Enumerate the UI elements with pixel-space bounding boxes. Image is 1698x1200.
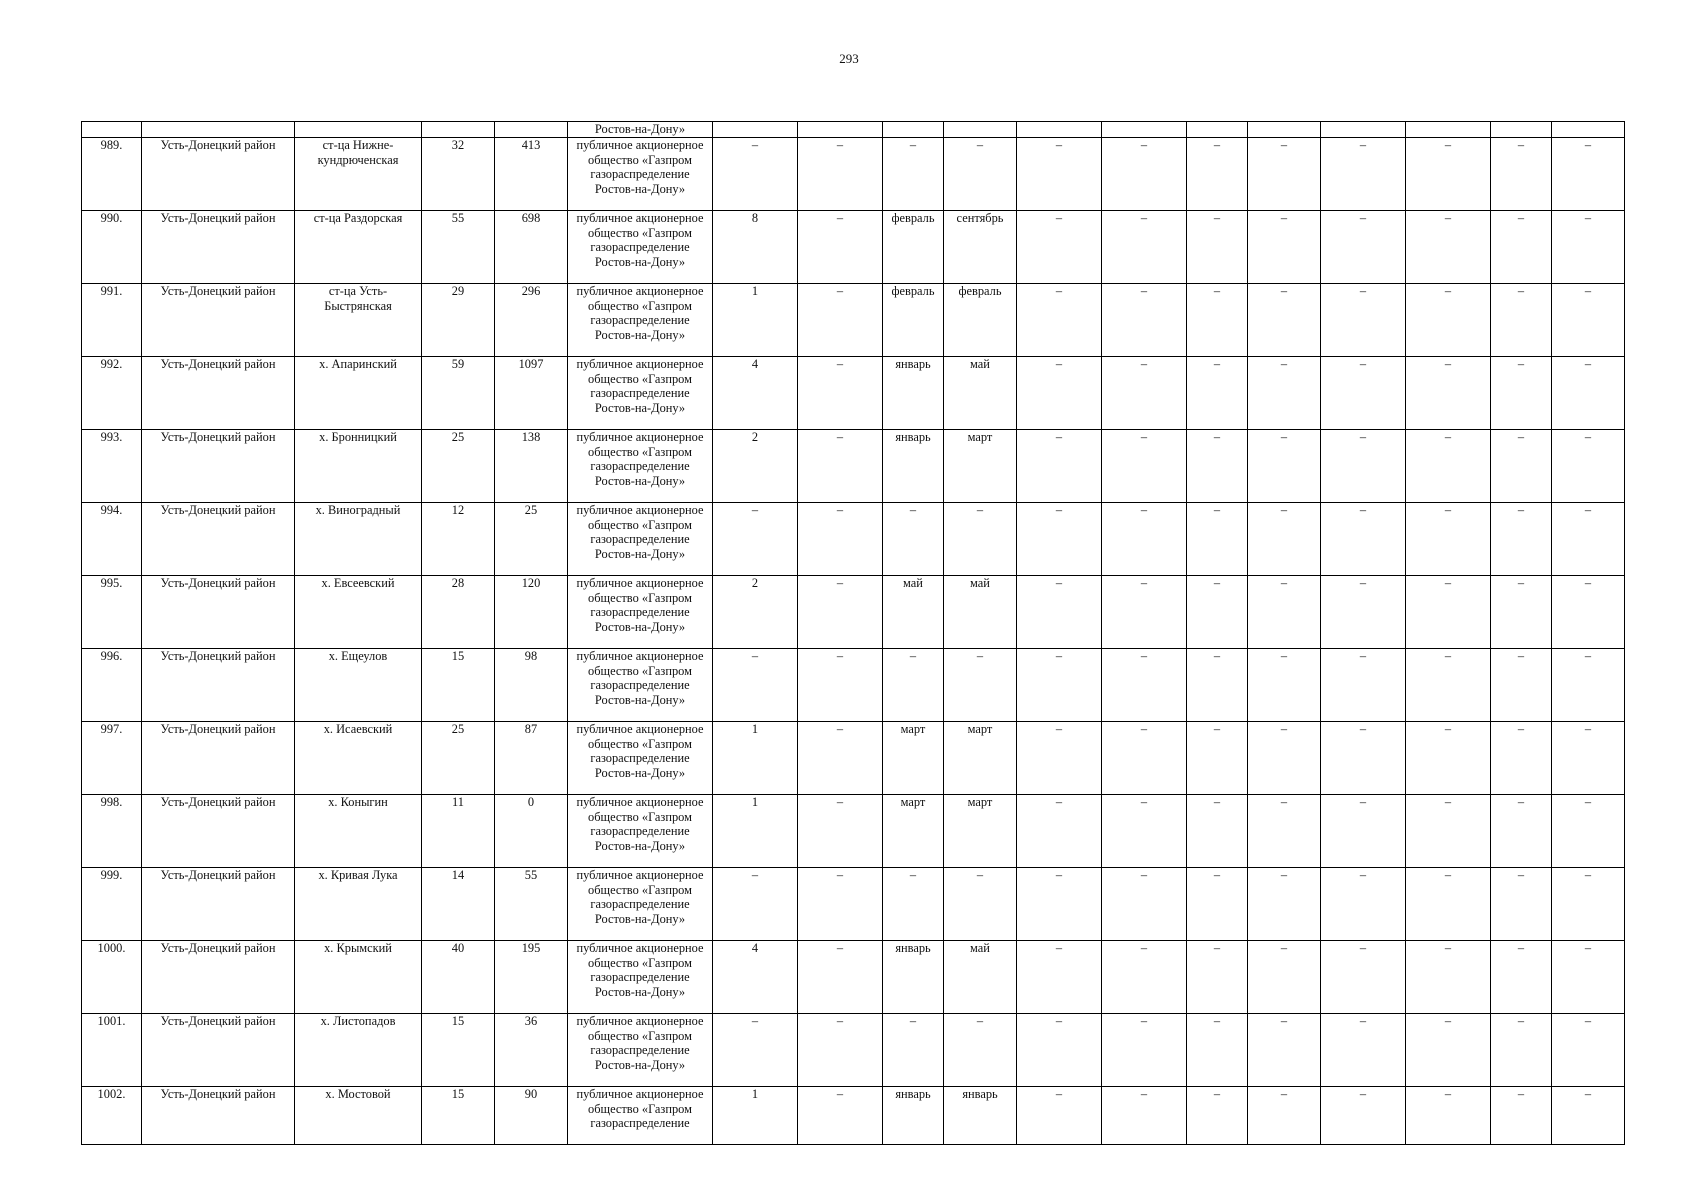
table-cell [142,122,295,138]
table-cell [1552,122,1625,138]
table-cell: – [1017,867,1102,940]
table-cell: – [1102,1013,1187,1086]
table-cell: май [944,940,1017,1013]
table-cell [713,122,798,138]
table-cell: – [798,648,883,721]
count-cell: 11 [422,794,495,867]
table-cell: – [1248,1013,1321,1086]
table-cell: – [1491,794,1552,867]
table-cell: – [1102,429,1187,502]
settlement-cell: х. Исаевский [295,721,422,794]
table-cell: – [1017,356,1102,429]
org-cell: публичное акционерное общество «Газпром газораспределение Ростов-на-Дону» [568,721,713,794]
table-cell [82,122,142,138]
table-cell: – [798,502,883,575]
row-number-cell: 990. [82,210,142,283]
table-cell: январь [883,356,944,429]
table-cell: – [1491,210,1552,283]
table-cell: – [1406,648,1491,721]
table-cell: – [1017,721,1102,794]
table-cell: – [1017,137,1102,210]
count-cell: 1097 [495,356,568,429]
table-cell: февраль [944,283,1017,356]
table-cell: – [798,940,883,1013]
table-cell: – [1102,137,1187,210]
table-cell: март [883,721,944,794]
table-cell [944,122,1017,138]
table-cell: – [1248,648,1321,721]
table-cell: – [1321,356,1406,429]
table-cell: январь [883,1086,944,1144]
table-cell: – [1187,721,1248,794]
table-row [82,502,1625,575]
table-cell: – [883,1013,944,1086]
table-cell: 4 [713,940,798,1013]
table-cell: – [1406,794,1491,867]
table-cell: – [883,648,944,721]
org-cell: публичное акционерное общество «Газпром газораспределение Ростов-на-Дону» [568,940,713,1013]
district-cell: Усть-Донецкий район [142,502,295,575]
table-row [82,137,1625,210]
table-row [82,794,1625,867]
table-cell: – [1187,1086,1248,1144]
table-cell: – [1102,210,1187,283]
table-cell: – [1248,356,1321,429]
org-cell: публичное акционерное общество «Газпром газораспределение Ростов-на-Дону» [568,867,713,940]
table-cell: – [1187,575,1248,648]
table-cell [1248,122,1321,138]
settlement-cell: х. Коныгин [295,794,422,867]
count-cell: 29 [422,283,495,356]
table-cell: – [1187,940,1248,1013]
district-cell: Усть-Донецкий район [142,867,295,940]
table-cell [295,122,422,138]
table-row [82,429,1625,502]
table-cell: – [1552,648,1625,721]
count-cell: 138 [495,429,568,502]
table-cell: – [713,502,798,575]
count-cell: 15 [422,1086,495,1144]
table-row [82,721,1625,794]
table-cell: – [1406,137,1491,210]
table-cell: – [798,356,883,429]
count-cell: 413 [495,137,568,210]
count-cell: 59 [422,356,495,429]
table-row [82,867,1625,940]
table-cell: – [1248,1086,1321,1144]
table-cell: март [944,429,1017,502]
table-cell: – [1552,867,1625,940]
table-cell: – [713,867,798,940]
table-row [82,1013,1625,1086]
table-cell: май [944,575,1017,648]
table-cell: февраль [883,283,944,356]
continuation-row [82,122,1625,138]
row-number-cell: 999. [82,867,142,940]
org-cell: публичное акционерное общество «Газпром газораспределение Ростов-на-Дону» [568,356,713,429]
table-cell: – [1491,283,1552,356]
table-cell: 4 [713,356,798,429]
table-cell: – [1552,1013,1625,1086]
table-cell: – [1017,575,1102,648]
table-cell [1321,122,1406,138]
table-cell: – [1102,794,1187,867]
table-cell: – [713,648,798,721]
table-cell: – [1321,210,1406,283]
table-cell: – [798,210,883,283]
settlement-cell: ст-ца Усть-Быстрянская [295,283,422,356]
district-cell: Усть-Донецкий район [142,648,295,721]
count-cell: 90 [495,1086,568,1144]
table-cell: – [1187,794,1248,867]
table-row [82,575,1625,648]
table-cell: – [1552,575,1625,648]
table-cell: – [944,502,1017,575]
table-cell: – [1406,210,1491,283]
table-cell [798,122,883,138]
table-cell: – [798,794,883,867]
table-cell: 1 [713,794,798,867]
table-cell: – [944,137,1017,210]
settlement-cell: х. Апаринский [295,356,422,429]
table-cell: – [1491,867,1552,940]
table-cell: – [798,137,883,210]
table-cell: март [944,794,1017,867]
row-number-cell: 989. [82,137,142,210]
table-cell: – [1491,575,1552,648]
table-cell: – [798,867,883,940]
table-cell: февраль [883,210,944,283]
table-cell [495,122,568,138]
table-cell: – [798,575,883,648]
table-cell: – [798,429,883,502]
table-cell: – [1248,794,1321,867]
settlement-cell: ст-ца Раздорская [295,210,422,283]
table-cell: – [1552,502,1625,575]
table-cell: – [1491,356,1552,429]
table-cell: 2 [713,429,798,502]
row-number-cell: 997. [82,721,142,794]
table-cell: – [1017,210,1102,283]
table-cell: – [1321,648,1406,721]
table-cell: – [944,867,1017,940]
table-cell [422,122,495,138]
table-cell: – [1406,356,1491,429]
table-cell: январь [944,1086,1017,1144]
table-cell: – [1491,648,1552,721]
count-cell: 25 [422,721,495,794]
table-cell: – [798,283,883,356]
row-number-cell: 991. [82,283,142,356]
district-cell: Усть-Донецкий район [142,210,295,283]
table-cell: – [1248,867,1321,940]
org-cell: публичное акционерное общество «Газпром газораспределение Ростов-на-Дону» [568,283,713,356]
table-cell: – [1248,575,1321,648]
table-cell: – [798,1086,883,1144]
table-cell: – [1406,867,1491,940]
count-cell: 32 [422,137,495,210]
count-cell: 55 [495,867,568,940]
table-cell: – [1187,867,1248,940]
table-row [82,356,1625,429]
table-cell: сентябрь [944,210,1017,283]
table-cell: – [1102,502,1187,575]
table-cell: – [1102,283,1187,356]
org-cell: публичное акционерное общество «Газпром газораспределение Ростов-на-Дону» [568,502,713,575]
table-cell: – [1248,283,1321,356]
settlement-cell: х. Ещеулов [295,648,422,721]
page-number: 293 [839,51,859,66]
org-cell: публичное акционерное общество «Газпром газораспределение [568,1086,713,1144]
table-cell: – [1102,356,1187,429]
table-cell: 1 [713,1086,798,1144]
table-cell: – [1017,1013,1102,1086]
table-cell: – [1491,137,1552,210]
table-cell: – [798,1013,883,1086]
table-cell: – [1321,867,1406,940]
table-cell: – [1552,940,1625,1013]
table-cell: – [798,721,883,794]
table-cell: – [883,502,944,575]
table-cell: – [1248,137,1321,210]
table-cell: март [883,794,944,867]
table-cell: – [1017,429,1102,502]
row-number-cell: 992. [82,356,142,429]
table-cell: – [1552,283,1625,356]
table-cell: – [1491,940,1552,1013]
table-cell: – [1552,356,1625,429]
table-cell: – [944,648,1017,721]
settlement-cell: х. Мостовой [295,1086,422,1144]
count-cell: 120 [495,575,568,648]
table-cell [883,122,944,138]
district-cell: Усть-Донецкий район [142,429,295,502]
count-cell: 12 [422,502,495,575]
table-cell: – [1248,429,1321,502]
table-cell: – [1321,940,1406,1013]
table-cell: март [944,721,1017,794]
table-cell: – [883,867,944,940]
table-cell: – [1321,575,1406,648]
table-cell: 1 [713,283,798,356]
count-cell: 25 [422,429,495,502]
count-cell: 98 [495,648,568,721]
district-cell: Усть-Донецкий район [142,1013,295,1086]
table-cell: – [1187,502,1248,575]
count-cell: 15 [422,648,495,721]
row-number-cell: 994. [82,502,142,575]
count-cell: 14 [422,867,495,940]
table-cell: – [1187,356,1248,429]
table-cell: – [713,137,798,210]
table-cell: – [1552,210,1625,283]
table-cell [1102,122,1187,138]
table-cell: май [944,356,1017,429]
table-cell: – [1102,648,1187,721]
table-cell: – [1102,721,1187,794]
table-cell: – [1187,429,1248,502]
table-cell: – [1406,1013,1491,1086]
table-row [82,210,1625,283]
table-cell: – [944,1013,1017,1086]
table-cell: – [1406,283,1491,356]
count-cell: 36 [495,1013,568,1086]
org-cell: публичное акционерное общество «Газпром газораспределение Ростов-на-Дону» [568,648,713,721]
row-number-cell: 1000. [82,940,142,1013]
table-cell: – [1187,648,1248,721]
table-cell: – [1491,721,1552,794]
table-cell: – [1187,210,1248,283]
table-cell: – [1321,283,1406,356]
table-cell: май [883,575,944,648]
district-cell: Усть-Донецкий район [142,137,295,210]
count-cell: 15 [422,1013,495,1086]
org-cell: публичное акционерное общество «Газпром газораспределение Ростов-на-Дону» [568,137,713,210]
table-cell: – [1552,721,1625,794]
table-cell: – [1248,940,1321,1013]
settlement-cell: х. Бронницкий [295,429,422,502]
table-row [82,940,1625,1013]
count-cell: 195 [495,940,568,1013]
table-cell: – [1102,1086,1187,1144]
settlement-cell: х. Кривая Лука [295,867,422,940]
table-cell: – [713,1013,798,1086]
table-cell: 1 [713,721,798,794]
count-cell: 55 [422,210,495,283]
table-cell: – [1017,940,1102,1013]
district-cell: Усть-Донецкий район [142,283,295,356]
table-cell: – [1321,721,1406,794]
district-cell: Усть-Донецкий район [142,794,295,867]
org-cell: публичное акционерное общество «Газпром газораспределение Ростов-на-Дону» [568,1013,713,1086]
table-cell: – [1406,940,1491,1013]
table-cell: – [1248,502,1321,575]
count-cell: 25 [495,502,568,575]
count-cell: 296 [495,283,568,356]
table-cell: – [1321,794,1406,867]
district-cell: Усть-Донецкий район [142,575,295,648]
table-cell: – [1102,575,1187,648]
table-row [82,283,1625,356]
table-cell: – [1248,210,1321,283]
table-cell: – [1491,429,1552,502]
table-cell: – [1321,1013,1406,1086]
table-cell: – [1017,648,1102,721]
org-cell: публичное акционерное общество «Газпром газораспределение Ростов-на-Дону» [568,794,713,867]
table-cell: – [1552,429,1625,502]
table-cell: – [1491,502,1552,575]
row-number-cell: 996. [82,648,142,721]
table-cell: – [883,137,944,210]
table-cell: – [1102,940,1187,1013]
table-cell: – [1187,283,1248,356]
table-cell: – [1552,137,1625,210]
table-cell: январь [883,940,944,1013]
table-cell: – [1406,502,1491,575]
table-cell: – [1017,502,1102,575]
table-cell [1187,122,1248,138]
district-cell: Усть-Донецкий район [142,1086,295,1144]
table-cell: – [1187,1013,1248,1086]
gasification-register-table [81,121,1625,1145]
row-number-cell: 995. [82,575,142,648]
table-cell: – [1017,283,1102,356]
table-row [82,1086,1625,1144]
district-cell: Усть-Донецкий район [142,356,295,429]
table-cell: – [1406,575,1491,648]
table-cell: январь [883,429,944,502]
settlement-cell: х. Евсеевский [295,575,422,648]
table-cell: – [1406,1086,1491,1144]
row-number-cell: 993. [82,429,142,502]
count-cell: 40 [422,940,495,1013]
table-cell: – [1187,137,1248,210]
table-cell: – [1102,867,1187,940]
table-cell: – [1552,1086,1625,1144]
count-cell: 28 [422,575,495,648]
settlement-cell: ст-ца Нижне-кундрюченская [295,137,422,210]
table-cell: – [1321,502,1406,575]
table-cell: – [1017,794,1102,867]
table-cell: 2 [713,575,798,648]
table-cell: – [1491,1013,1552,1086]
table-cell [1017,122,1102,138]
row-number-cell: 1001. [82,1013,142,1086]
district-cell: Усть-Донецкий район [142,940,295,1013]
org-cell: публичное акционерное общество «Газпром газораспределение Ростов-на-Дону» [568,429,713,502]
count-cell: 0 [495,794,568,867]
table-cell: – [1321,429,1406,502]
table-cell [1406,122,1491,138]
district-cell: Усть-Донецкий район [142,721,295,794]
table-cell: – [1552,794,1625,867]
row-number-cell: 1002. [82,1086,142,1144]
count-cell: 87 [495,721,568,794]
table-cell: – [1491,1086,1552,1144]
settlement-cell: х. Листопадов [295,1013,422,1086]
org-cell: Ростов-на-Дону» [568,122,713,138]
table-cell: – [1017,1086,1102,1144]
table-cell: – [1406,429,1491,502]
count-cell: 698 [495,210,568,283]
table-row [82,648,1625,721]
table-cell: – [1406,721,1491,794]
org-cell: публичное акционерное общество «Газпром газораспределение Ростов-на-Дону» [568,575,713,648]
table-cell [1491,122,1552,138]
table-cell: 8 [713,210,798,283]
table-cell: – [1321,1086,1406,1144]
row-number-cell: 998. [82,794,142,867]
table-cell: – [1248,721,1321,794]
settlement-cell: х. Крымский [295,940,422,1013]
org-cell: публичное акционерное общество «Газпром газораспределение Ростов-на-Дону» [568,210,713,283]
table-cell: – [1321,137,1406,210]
settlement-cell: х. Виноградный [295,502,422,575]
